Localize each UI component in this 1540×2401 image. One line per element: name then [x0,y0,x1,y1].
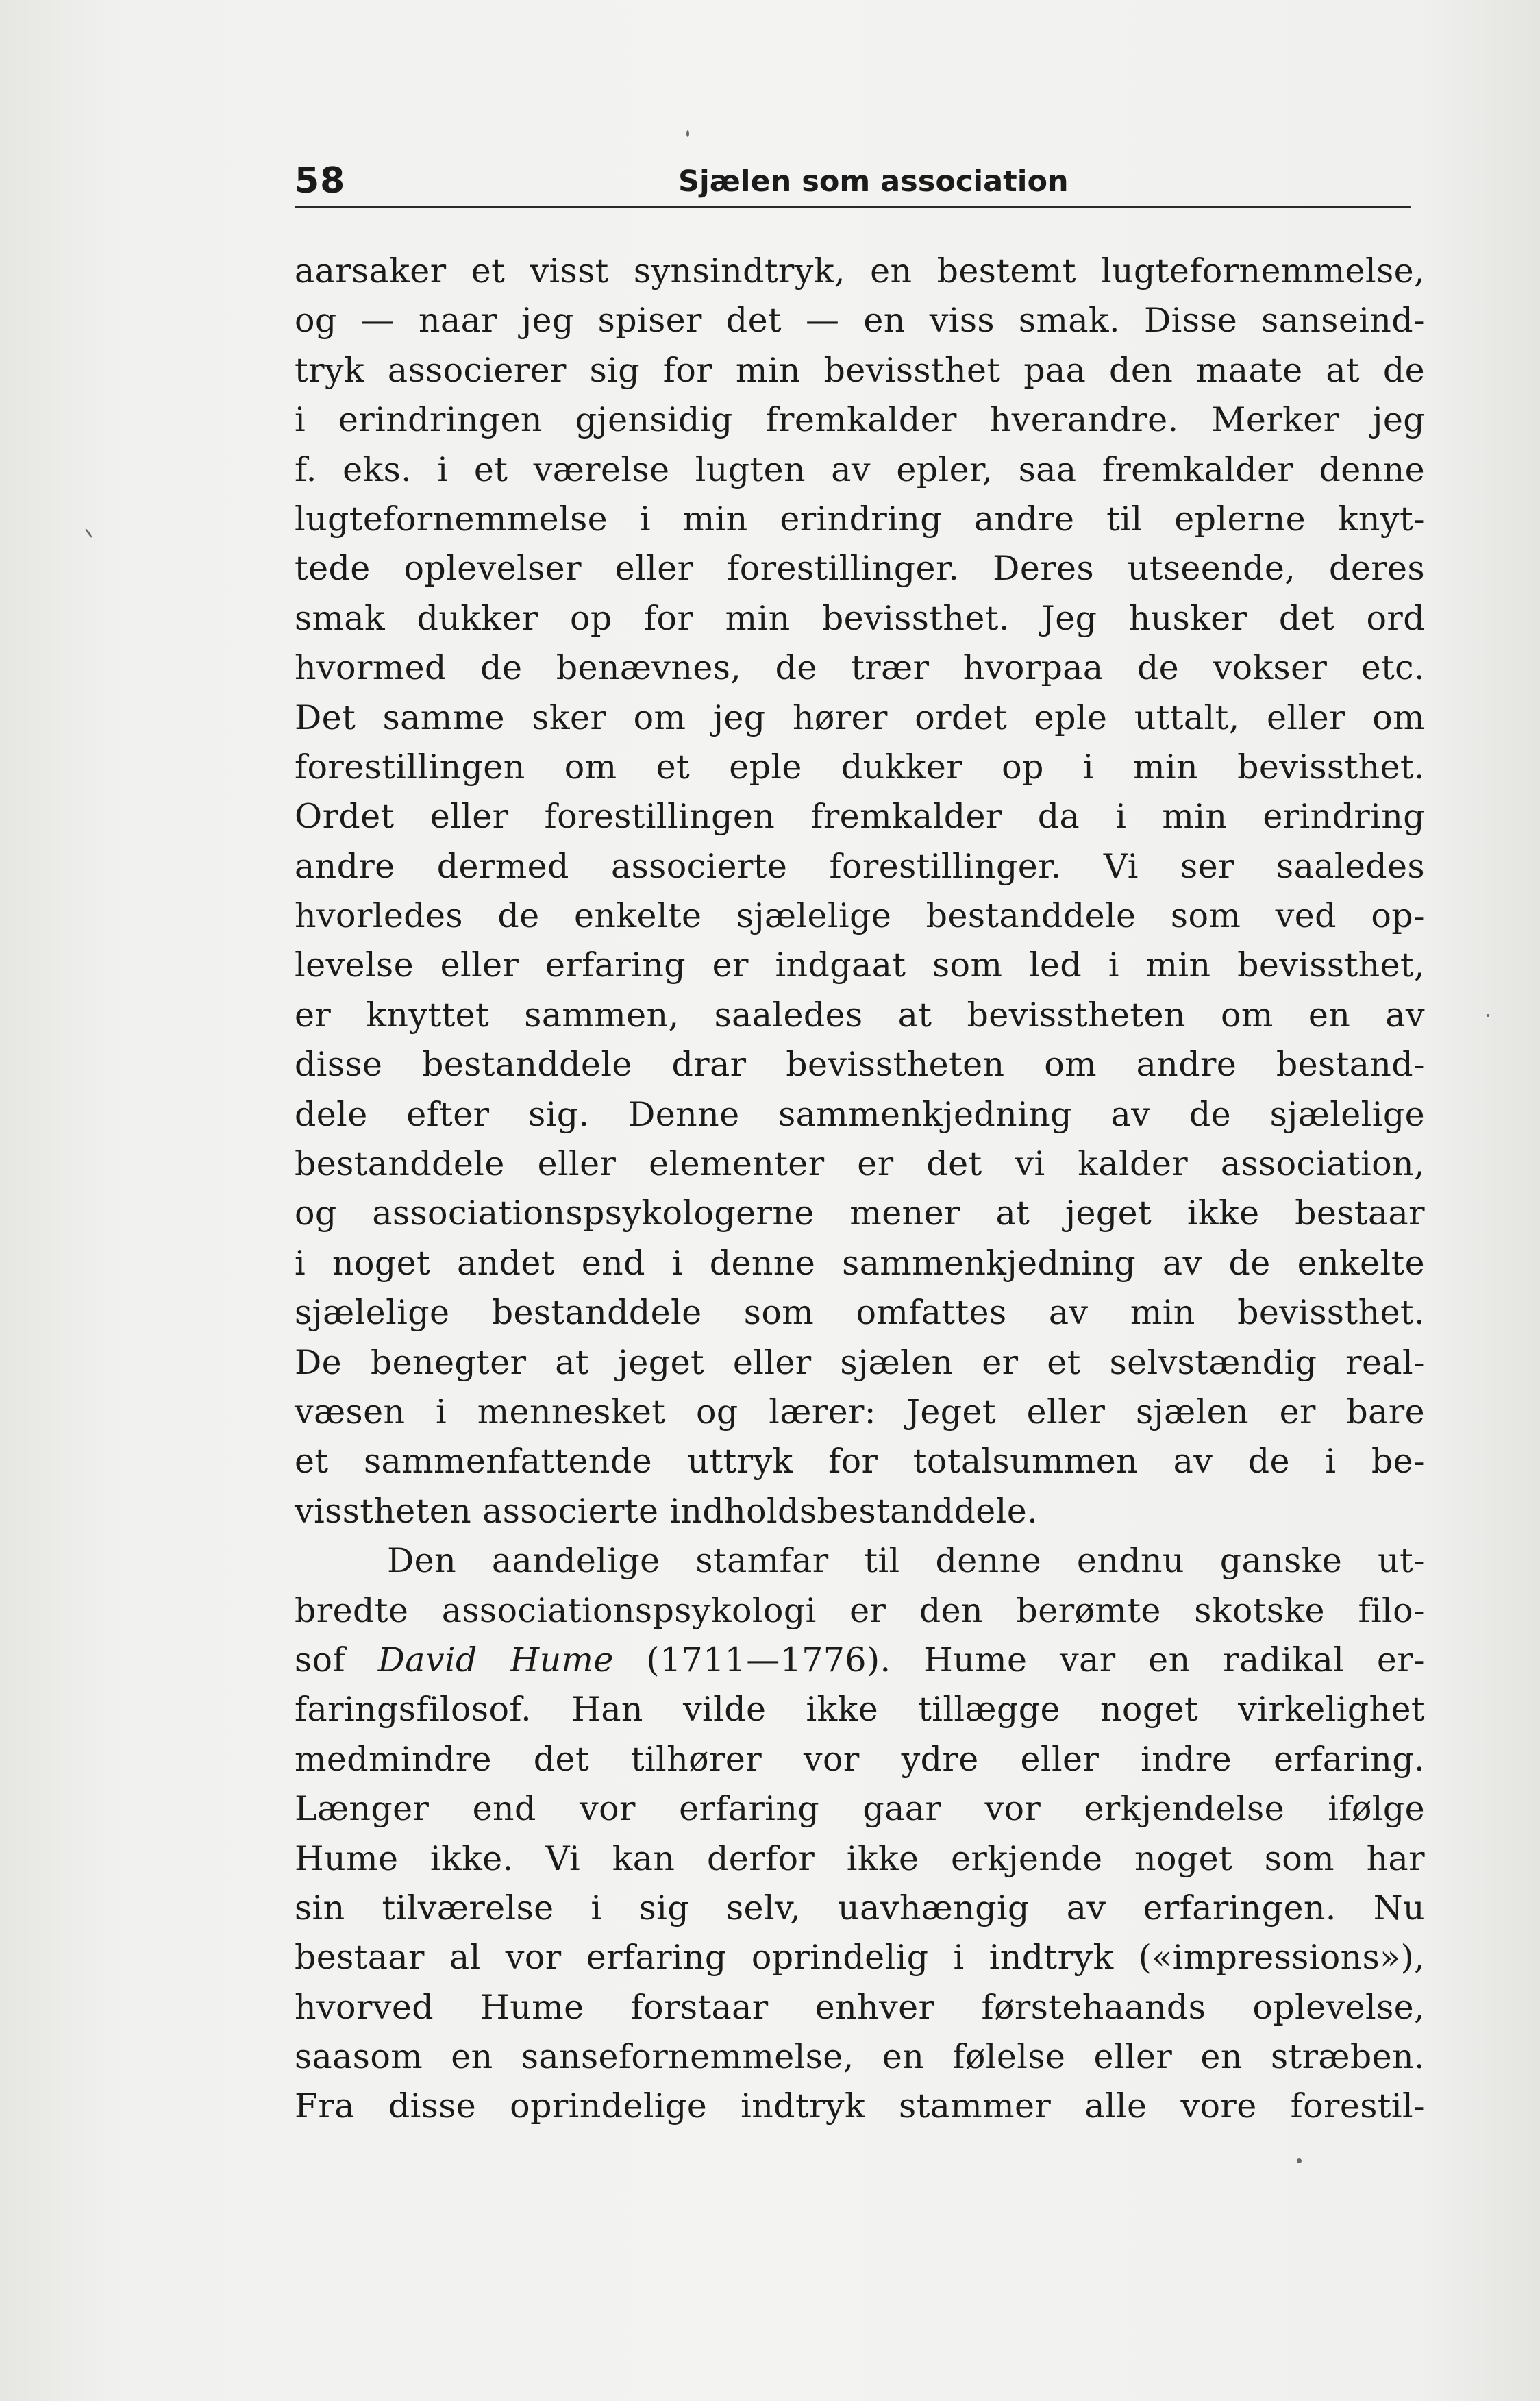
text-fragment: sof [295,1640,345,1679]
italic-name: David Hume [377,1640,614,1679]
text-line: er knyttet sammen, saaledes at bevisstheten om en av [295,995,1425,1035]
text-line: levelse eller erfaring er indgaat som led i min bevissthet, [295,946,1425,985]
text-line: visstheten associerte indholdsbestanddele. [295,1491,1039,1531]
text-line: f. eks. i et værelse lugten av epler, saa fremkalder denne [295,450,1425,489]
text-line: bestanddele eller elementer er det vi kalder association, [295,1144,1425,1184]
text-line: disse bestanddele drar bevisstheten om andre bestand- [295,1045,1425,1085]
text-line: i erindringen gjensidig fremkalder hverandre. Merker jeg [295,400,1425,440]
page-number: 58 [295,160,346,201]
text-line: et sammenfattende uttryk for totalsummen av de i be- [295,1442,1425,1481]
paper-speck [85,528,93,539]
text-line: medmindre det tilhører vor ydre eller indre erfaring. [295,1739,1425,1779]
text-line: Længer end vor erfaring gaar vor erkjendelse ifølge [295,1789,1425,1829]
paper-speck [1297,2158,1302,2163]
text-line: saasom en sansefornemmelse, en følelse eller en stræben. [295,2037,1425,2077]
text-line: smak dukker op for min bevissthet. Jeg husker det ord [295,598,1425,638]
text-line: faringsfilosof. Han vilde ikke tillægge noget virkelighet [295,1690,1425,1729]
text-line: Den aandelige stamfar til denne endnu ganske ut- [387,1541,1425,1581]
text-line: bredte associationspsykologi er den berømte skotske filo- [295,1590,1425,1630]
text-line: hvorledes de enkelte sjælelige bestanddele som ved op- [295,896,1425,936]
text-fragment: (1711—1776). Hume var en radikal er- [646,1640,1425,1679]
paper-speck [686,130,689,137]
text-line: forestillingen om et eple dukker op i min bevissthet. [295,747,1425,787]
text-line: bestaar al vor erfaring oprindelig i indtryk («impressions»), [295,1938,1425,1978]
text-line: hvorved Hume forstaar enhver førstehaands oplevelse, [295,1987,1425,2027]
running-title: Sjælen som association [678,164,1069,199]
header-rule [295,206,1411,208]
text-line: sin tilværelse i sig selv, uavhængig av erfaringen. Nu [295,1888,1425,1928]
text-line: sjælelige bestanddele som omfattes av min bevissthet. [295,1293,1425,1333]
text-line: aarsaker et visst synsindtryk, en bestemt lugtefornemmelse, [295,251,1425,291]
text-line: hvormed de benævnes, de trær hvorpaa de vokser etc. [295,648,1425,688]
text-line: Ordet eller forestillingen fremkalder da i min erindring [295,797,1425,837]
text-line: dele efter sig. Denne sammenkjedning av de sjælelige [295,1094,1425,1134]
body-text [295,247,1425,2132]
paper-speck [1487,1014,1489,1017]
text-line: tryk associerer sig for min bevissthet paa den maate at de [295,350,1425,390]
text-line: Hume ikke. Vi kan derfor ikke erkjende noget som har [295,1838,1425,1878]
text-line: De benegter at jeget eller sjælen er et selvstændig real- [295,1342,1425,1382]
text-line: i noget andet end i denne sammenkjedning av de enkelte [295,1243,1425,1283]
text-line: andre dermed associerte forestillinger. Vi ser saaledes [295,846,1425,886]
text-line: lugtefornemmelse i min erindring andre til eplerne knyt- [295,499,1425,539]
text-line-with-name [295,1636,1425,1685]
text-line: og associationspsykologerne mener at jeget ikke bestaar [295,1194,1425,1233]
text-line: Fra disse oprindelige indtryk stammer alle vore forestil- [295,2086,1425,2126]
text-line: og — naar jeg spiser det — en viss smak. Disse sanseind- [295,301,1425,341]
page-header [295,152,1411,207]
text-line: væsen i mennesket og lærer: Jeget eller sjælen er bare [295,1392,1425,1431]
text-line: tede oplevelser eller forestillinger. Deres utseende, deres [295,549,1425,589]
text-line: Det samme sker om jeg hører ordet eple uttalt, eller om [295,698,1425,737]
